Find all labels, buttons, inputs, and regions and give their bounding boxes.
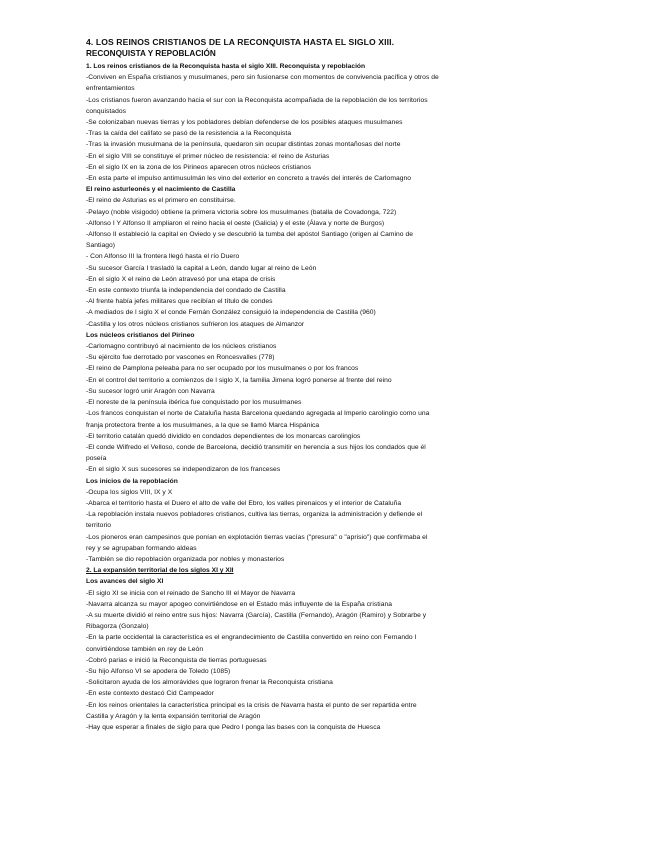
text-line: -En el siglo IX en la zona de los Pirineos aparecen otros núcleos cristianos <box>86 163 311 171</box>
text-line: -En la parte occidental la característica es el engrandecimiento de Castilla convertido en reino con Fernando I <box>86 634 417 642</box>
text-line: -Su sucesor logró unir Aragón con Navarra <box>86 387 215 395</box>
text-line: enfrentamientos <box>86 85 135 93</box>
document-page <box>86 36 578 733</box>
text-line: rey y se agrupaban formando aldeas <box>86 544 197 552</box>
text-line: -El noreste de la península ibérica fue conquistado por los musulmanes <box>86 399 302 407</box>
text-line: -A su muerte dividió el reino entre sus hijos: Navarra (García), Castilla (Fernando), Aragón (Ramiro) y Sobrarbe y <box>86 611 427 619</box>
text-line: Santiago) <box>86 242 116 250</box>
text-line: franja protectora frente a los musulmanes, a la que se llamó Marca Hispánica <box>86 421 320 429</box>
text-line: -Conviven en España cristianos y musulmanes, pero sin fusionarse con momentos de convivencia pacífica y otros de <box>86 74 439 82</box>
text-line: -Tras la invasión musulmana de la península, quedaron sin ocupar distintas zonas montañosas del norte <box>86 141 401 149</box>
text-line: -Hay que esperar a finales de siglo para que Pedro I ponga las bases con la conquista de Huesca <box>86 723 381 731</box>
text-line: Castilla y Aragón y la lenta expansión territorial de Aragón <box>86 712 261 720</box>
text-line: -Los cristianos fueron avanzando hacia el sur con la Reconquista acompañada de la repoblación de los territorios <box>86 96 428 104</box>
text-line: -Castilla y los otros núcleos cristianos sufrieron los ataques de Almanzor <box>86 320 305 328</box>
text-line: -El siglo XI se inicia con el reinado de Sancho III el Mayor de Navarra <box>86 589 296 597</box>
text-line: -En este contexto triunfa la independencia del condado de Castilla <box>86 287 286 295</box>
text-line: -También se dio repoblación organizada por nobles y monasterios <box>86 555 285 563</box>
text-line: -En el siglo X el reino de León atravesó por una etapa de crisis <box>86 275 276 283</box>
text-line: -Los pioneros eran campesinos que ponían en explotación tierras vacías ("presura" o "aprisio") que confirmaba el <box>86 533 428 541</box>
text-line: -En esta parte el impulso antimusulmán les vino del exterior en concreto a través del interés de Carlomagno <box>86 175 412 183</box>
page-subtitle: RECONQUISTA Y REPOBLACIÓN <box>86 49 216 58</box>
section-heading: 1. Los reinos cristianos de la Reconquista hasta el siglo XIII. Reconquista y repoblación <box>86 63 366 70</box>
text-line: -En el siglo X sus sucesores se independizaron de los franceses <box>86 466 281 474</box>
text-line: -En el siglo VIII se constituye el primer núcleo de resistencia: el reino de Asturias <box>86 152 330 160</box>
text-line: -Los francos conquistan el norte de Cataluña hasta Barcelona quedando agregada al Imperio carolingio como una <box>86 410 430 418</box>
text-line: -Su sucesor García I trasladó la capital a León, dando lugar al reino de León <box>86 264 317 272</box>
text-line: -La repoblación instala nuevos pobladores cristianos, cultiva las tierras, organiza la administración y defiende el <box>86 511 423 519</box>
text-line: poseía <box>86 455 107 463</box>
text-line: -Su ejército fue derrotado por vascones en Roncesvalles (778) <box>86 354 275 362</box>
text-line: -A mediados de l siglo X el conde Fernán González consiguió la independencia de Castilla (960) <box>86 309 376 317</box>
document-body <box>86 61 578 733</box>
text-line: territorio <box>86 522 112 530</box>
text-line: -En este contexto destacó Cid Campeador <box>86 690 214 698</box>
section-heading: El reino asturleonés y el nacimiento de Castilla <box>86 186 236 194</box>
text-line: -Alfonso I Y Alfonso II ampliaron el reino hacia el oeste (Galicia) y el este (Álava y norte de Burgos) <box>86 219 385 227</box>
text-line: -Cobró parias e inició la Reconquista de tierras portuguesas <box>86 656 267 664</box>
text-line: -Carlomagno contribuyó al nacimiento de los núcleos cristianos <box>86 343 277 351</box>
text-line: -En el control del territorio a comienzos de l siglo X, la familia Jimena logró ponerse al frente del reino <box>86 376 392 384</box>
text-line: -Se colonizaban nuevas tierras y los pobladores debían defenderse de los posibles ataques musulmanes <box>86 119 403 127</box>
text-line: -En los reinos orientales la característica principal es la crisis de Navarra hasta el punto de ser repartida entre <box>86 701 417 709</box>
text-line: -Su hijo Alfonso VI se apodera de Toledo (1085) <box>86 667 231 675</box>
text-line: -Pelayo (noble visigodo) obtiene la primera victoria sobre los musulmanes (batalla de Covadonga, 722) <box>86 208 397 216</box>
text-line: -Ocupa los siglos VIII, IX y X <box>86 488 173 496</box>
text-line: -Abarca el territorio hasta el Duero el alto de valle del Ebro, los valles pirenaicos y el interior de Cataluña <box>86 499 402 507</box>
text-line: -El territorio catalán quedó dividido en condados dependientes de los monarcas carolingios <box>86 432 361 440</box>
text-line: convirtiéndose también en rey de León <box>86 645 204 653</box>
page-title: 4. LOS REINOS CRISTIANOS DE LA RECONQUISTA HASTA EL SIGLO XIII. <box>86 37 395 47</box>
section-heading: 2. La expansión territorial de los siglos XI y XII <box>86 567 234 575</box>
text-line: -El conde Wilfredo el Velloso, conde de Barcelona, decidió transmitir en herencia a sus hijos los condados que él <box>86 443 426 451</box>
section-heading: Los núcleos cristianos del Pirineo <box>86 331 195 339</box>
text-line: - Con Alfonso III la frontera llegó hasta el río Duero <box>86 253 240 261</box>
text-line: -Al frente había jefes militares que recibían el título de condes <box>86 298 273 306</box>
section-heading: Los avances del siglo XI <box>86 578 164 586</box>
text-line: -Tras la caída del califato se pasó de la resistencia a la Reconquista <box>86 130 292 138</box>
text-line: Ribagorza (Gonzalo) <box>86 623 149 631</box>
text-line: -Solicitaron ayuda de los almorávides que lograron frenar la Reconquista cristiana <box>86 679 333 687</box>
text-line: -Alfonso II estableció la capital en Oviedo y se descubrió la tumba del apóstol Santiago (origen al Camino de <box>86 231 414 239</box>
text-line: -El reino de Asturias es el primero en constituirse. <box>86 197 236 205</box>
text-line: -Navarra alcanza su mayor apogeo convirtiéndose en el Estado más influyente de la España cristiana <box>86 600 393 608</box>
section-heading: Los inicios de la repoblación <box>86 477 178 485</box>
text-line: -El reino de Pamplona peleaba para no ser ocupado por los musulmanes o por los francos <box>86 365 359 373</box>
text-line: conquistados <box>86 107 127 115</box>
